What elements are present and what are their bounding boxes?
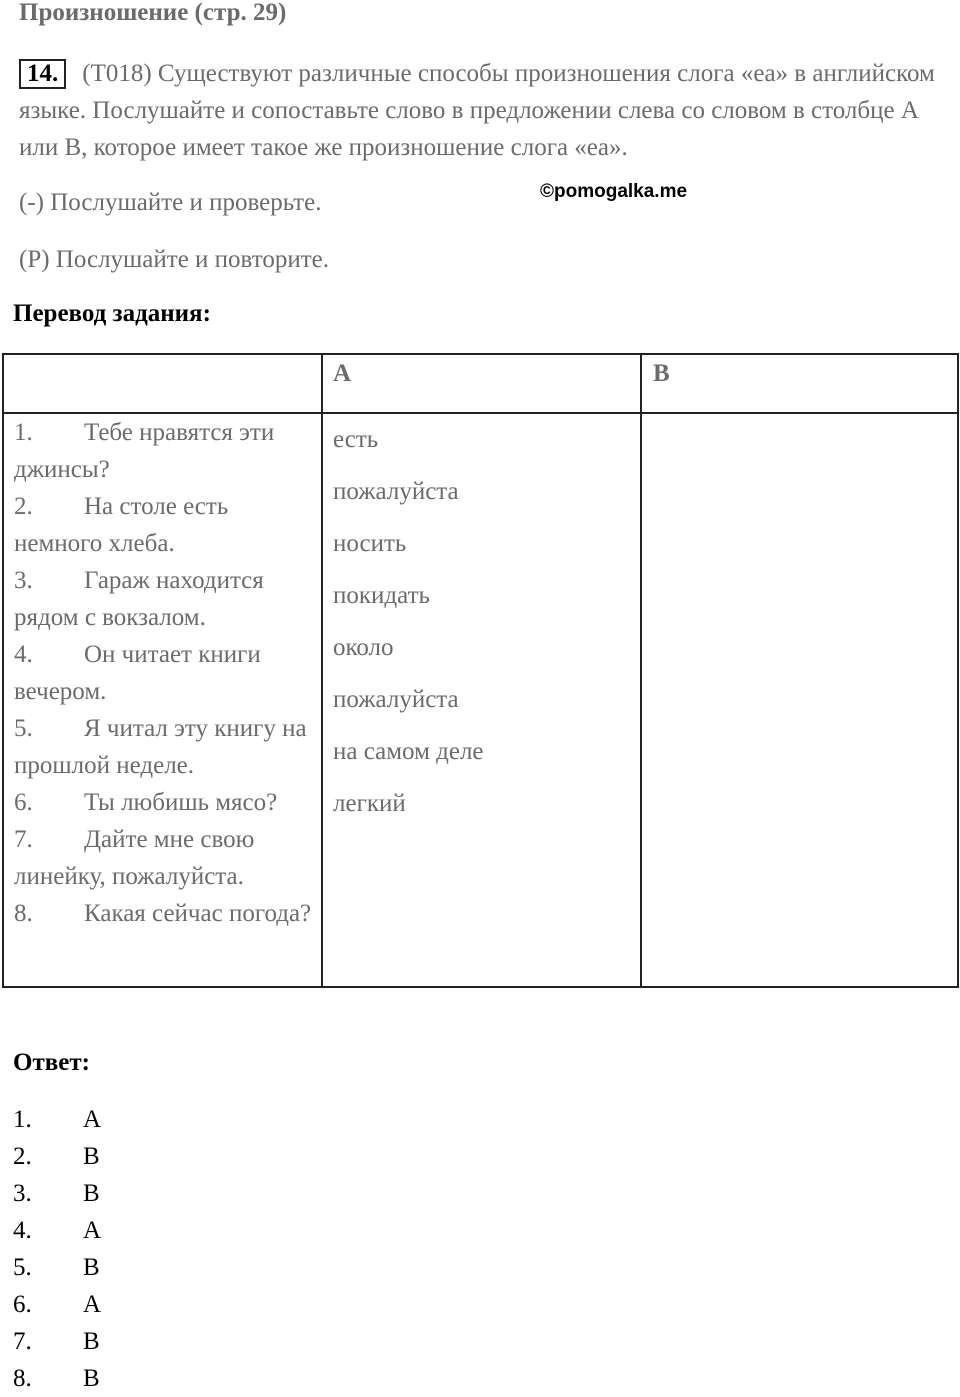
answer-value: B <box>83 1254 100 1281</box>
answer-item <box>13 1286 101 1323</box>
column-a-word: покидать <box>333 582 430 609</box>
answer-value: A <box>83 1291 102 1318</box>
answer-number: 5. <box>13 1254 32 1281</box>
sentence-number: 3. <box>14 567 33 594</box>
answer-list <box>13 1101 101 1397</box>
answer-item <box>13 1212 101 1249</box>
answer-number: 6. <box>13 1291 32 1318</box>
column-a-word: пожалуйста <box>333 686 459 713</box>
sentence-text: Он читает книги вечером. <box>14 641 261 705</box>
sentence-number: 2. <box>14 493 33 520</box>
sentence-number: 6. <box>14 789 33 816</box>
answer-item <box>13 1101 101 1138</box>
answer-number: 8. <box>13 1365 32 1392</box>
table-divider <box>640 355 642 986</box>
column-a-word: около <box>333 634 394 661</box>
sentence-text: Тебе нравятся эти джинсы? <box>14 419 275 483</box>
sentence-text: Какая сейчас погода? <box>84 900 312 927</box>
answer-item <box>13 1138 101 1175</box>
watermark: ©pomogalka.me <box>540 181 688 202</box>
matching-table <box>2 353 959 988</box>
sentence-item <box>14 414 314 488</box>
column-a-word: пожалуйста <box>333 478 459 505</box>
task-statement <box>19 55 949 166</box>
answer-value: A <box>83 1217 102 1244</box>
column-b-header: B <box>653 360 670 387</box>
sentence-item <box>14 562 314 636</box>
column-a-header: A <box>333 360 352 387</box>
answer-item <box>13 1249 101 1286</box>
sentence-number: 8. <box>14 900 33 927</box>
instruction-listen-check: (-) Послушайте и проверьте. <box>19 189 322 216</box>
answer-number: 3. <box>13 1180 32 1207</box>
sentence-number: 5. <box>14 715 33 742</box>
answer-value: B <box>83 1328 100 1355</box>
answer-item <box>13 1175 101 1212</box>
task-number-badge: 14. <box>19 59 66 89</box>
sentence-number: 1. <box>14 419 33 446</box>
answer-value: A <box>83 1106 102 1133</box>
sentence-item <box>14 821 314 895</box>
answer-number: 7. <box>13 1328 32 1355</box>
sentence-text: Гараж находится рядом с вокзалом. <box>14 567 264 631</box>
column-a-word: носить <box>333 530 407 557</box>
sentence-item <box>14 895 314 932</box>
sentence-number: 7. <box>14 826 33 853</box>
column-a-word: есть <box>333 426 379 453</box>
column-a-words <box>333 414 484 830</box>
answer-number: 2. <box>13 1143 32 1170</box>
answer-number: 1. <box>13 1106 32 1133</box>
answer-item <box>13 1360 101 1397</box>
sentence-item <box>14 488 314 562</box>
page-heading: Произношение (стр. 29) <box>19 0 287 26</box>
column-a-word: на самом деле <box>333 738 484 765</box>
instruction-listen-repeat: (P) Послушайте и повторите. <box>19 246 329 273</box>
answer-value: B <box>83 1180 100 1207</box>
sentence-number: 4. <box>14 641 33 668</box>
sentence-text: Ты любишь мясо? <box>84 789 278 816</box>
sentence-list <box>14 414 314 932</box>
answer-number: 4. <box>13 1217 32 1244</box>
column-a-word: легкий <box>333 790 406 817</box>
answer-title: Ответ: <box>13 1049 90 1076</box>
table-divider <box>321 355 323 986</box>
sentence-text: Я читал эту книгу на прошлой неделе. <box>14 715 307 779</box>
answer-item <box>13 1323 101 1360</box>
sentence-text: Дайте мне свою линейку, пожалуйста. <box>14 826 255 890</box>
sentence-item <box>14 636 314 710</box>
sentence-item <box>14 784 314 821</box>
translation-title: Перевод задания: <box>13 300 211 327</box>
sentence-item <box>14 710 314 784</box>
answer-value: B <box>83 1143 100 1170</box>
answer-value: B <box>83 1365 100 1392</box>
sentence-text: На столе есть немного хлеба. <box>14 493 229 557</box>
task-text: (T018) Существуют различные способы произношения слога «ea» в английском языке. Послушайте и сопоставьте слово в предложении слева со словом в столбце A или B, которое имеет такое же произношение слога «ea». <box>19 60 935 161</box>
